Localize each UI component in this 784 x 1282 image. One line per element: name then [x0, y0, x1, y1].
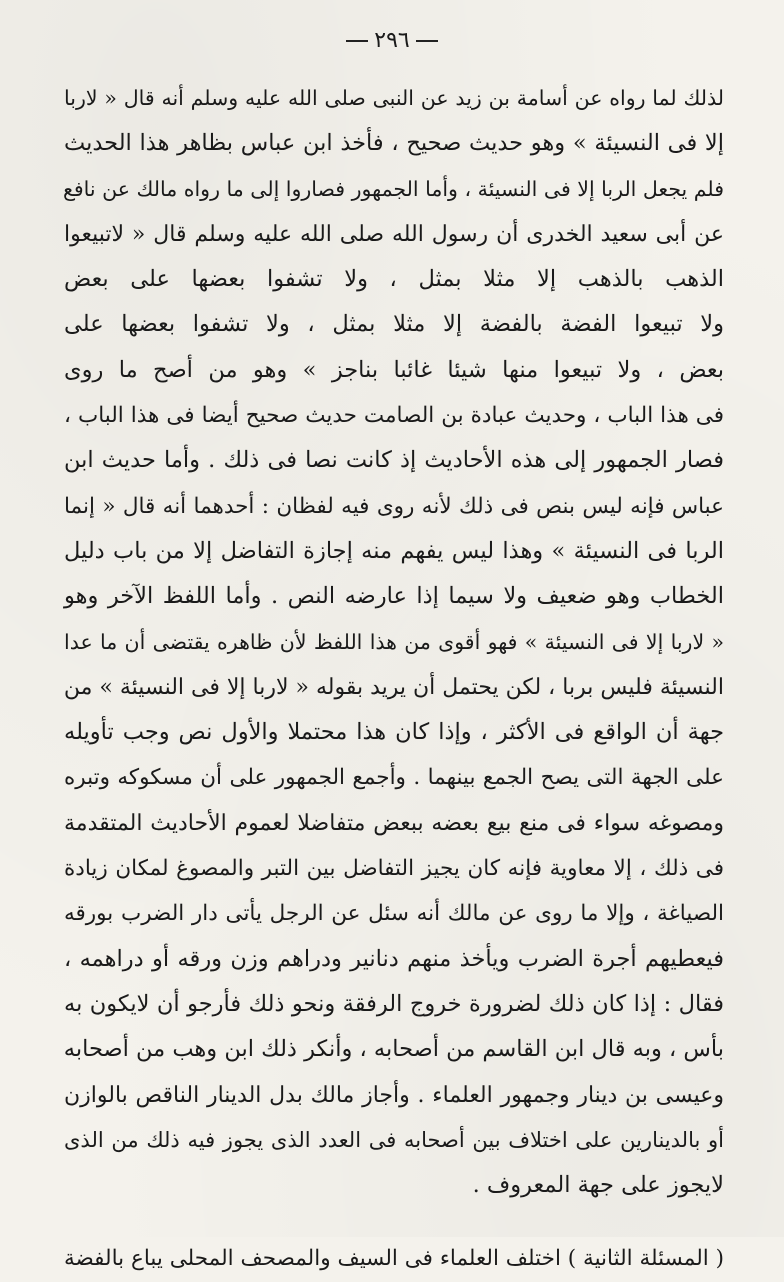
- text-line: أو بالدينارين على اختلاف بين أصحابه فى العدد الذى يجوز فيه ذلك من الذى: [64, 1127, 724, 1152]
- text-line: الذهب بالذهب إلا مثلا بمثل ، ولا تشفوا بعضها على بعض: [64, 266, 724, 293]
- text-line: عباس فإنه ليس بنص فى ذلك لأنه روى فيه لفظان : أحدهما أنه قال « إنما: [64, 493, 724, 519]
- text-line: إلا فى النسيئة » وهو حديث صحيح ، فأخذ ابن عباس بظاهر هذا الحديث: [64, 130, 724, 157]
- text-line: جهة أن الواقع فى الأكثر ، وإذا كان هذا محتملا والأول نص وجب تأويله: [64, 719, 724, 746]
- paragraph-main: [64, 76, 724, 1208]
- text-line: الربا فى النسيئة » وهذا ليس يفهم منه إجازة التفاضل إلا من باب دليل: [64, 537, 724, 564]
- text-line: لذلك لما رواه عن أسامة بن زيد عن النبى صلى الله عليه وسلم أنه قال « لاربا: [64, 86, 724, 110]
- text-line: بأس ، وبه قال ابن القاسم من أصحابه ، وأنكر ذلك ابن وهب من أصحابه: [63, 1036, 724, 1063]
- text-line: فصار الجمهور إلى هذه الأحاديث إذ كانت نصا فى ذلك . وأما حديث ابن: [64, 447, 724, 474]
- text-line: « لاربا إلا فى النسيئة » فهو أقوى من هذا اللفظ لأن ظاهره يقتضى أن ما عدا: [64, 629, 724, 654]
- text-line: النسيئة فليس بربا ، لكن يحتمل أن يريد بقوله « لاربا إلا فى النسيئة » من: [63, 674, 724, 700]
- text-line: فى هذا الباب ، وحديث عبادة بن الصامت حديث صحيح أيضا فى هذا الباب ،: [64, 403, 724, 429]
- text-line: فقال : إذا كان ذلك لضرورة خروج الرفقة ونحو ذلك فأرجو أن لايكون به: [64, 990, 724, 1017]
- text-line: لايجوز على جهة المعروف .: [472, 1172, 724, 1199]
- text-line: وعيسى بن دينار وجمهور العلماء . وأجاز مالك بدل الدينار الناقص بالوازن: [64, 1082, 724, 1108]
- text-line: بعض ، ولا تبيعوا منها شيئا غائبا بناجز » وهو من أصح ما روى: [64, 356, 724, 383]
- paragraph-section-heading: [64, 1236, 724, 1281]
- text-line: الخطاب وهو ضعيف ولا سيما إذا عارضه النص . وأما اللفظ الآخر وهو: [64, 583, 724, 610]
- paragraph-gap: [64, 1208, 724, 1236]
- text-line: فلم يجعل الربا إلا فى النسيئة ، وأما الجمهور فصاروا إلى ما رواه مالك عن نافع: [62, 176, 724, 201]
- text-line: الصياغة ، وإلا ما روى عن مالك أنه سئل عن الرجل يأتى دار الضرب بورقه: [64, 901, 724, 927]
- text-line: فيعطيهم أجرة الضرب ويأخذ منهم دنانير ودراهم وزن ورقه أو دراهمه ،: [64, 945, 724, 972]
- text-line: على الجهة التى يصح الجمع بينهما . وأجمع الجمهور على أن مسكوكه وتبره: [64, 765, 724, 791]
- body-text: [64, 76, 724, 1282]
- text-line: ومصوغه سواء فى منع بيع بعضه ببعض متفاضلا لعموم الأحاديث المتقدمة: [64, 810, 724, 836]
- text-line: عن أبى سعيد الخدرى أن رسول الله صلى الله عليه وسلم قال « لاتبيعوا: [64, 221, 724, 247]
- text-line: فى ذلك ، إلا معاوية فإنه كان يجيز التفاضل بين التبر والمصوغ لمكان زيادة: [64, 856, 724, 882]
- text-line: ولا تبيعوا الفضة بالفضة إلا مثلا بمثل ، ولا تشفوا بعضها على: [64, 311, 724, 338]
- page-number: ٢٩٦: [0, 28, 784, 53]
- text-line: ( المسئلة الثانية ) اختلف العلماء فى السيف والمصحف المحلى يباع بالفضة: [64, 1246, 724, 1272]
